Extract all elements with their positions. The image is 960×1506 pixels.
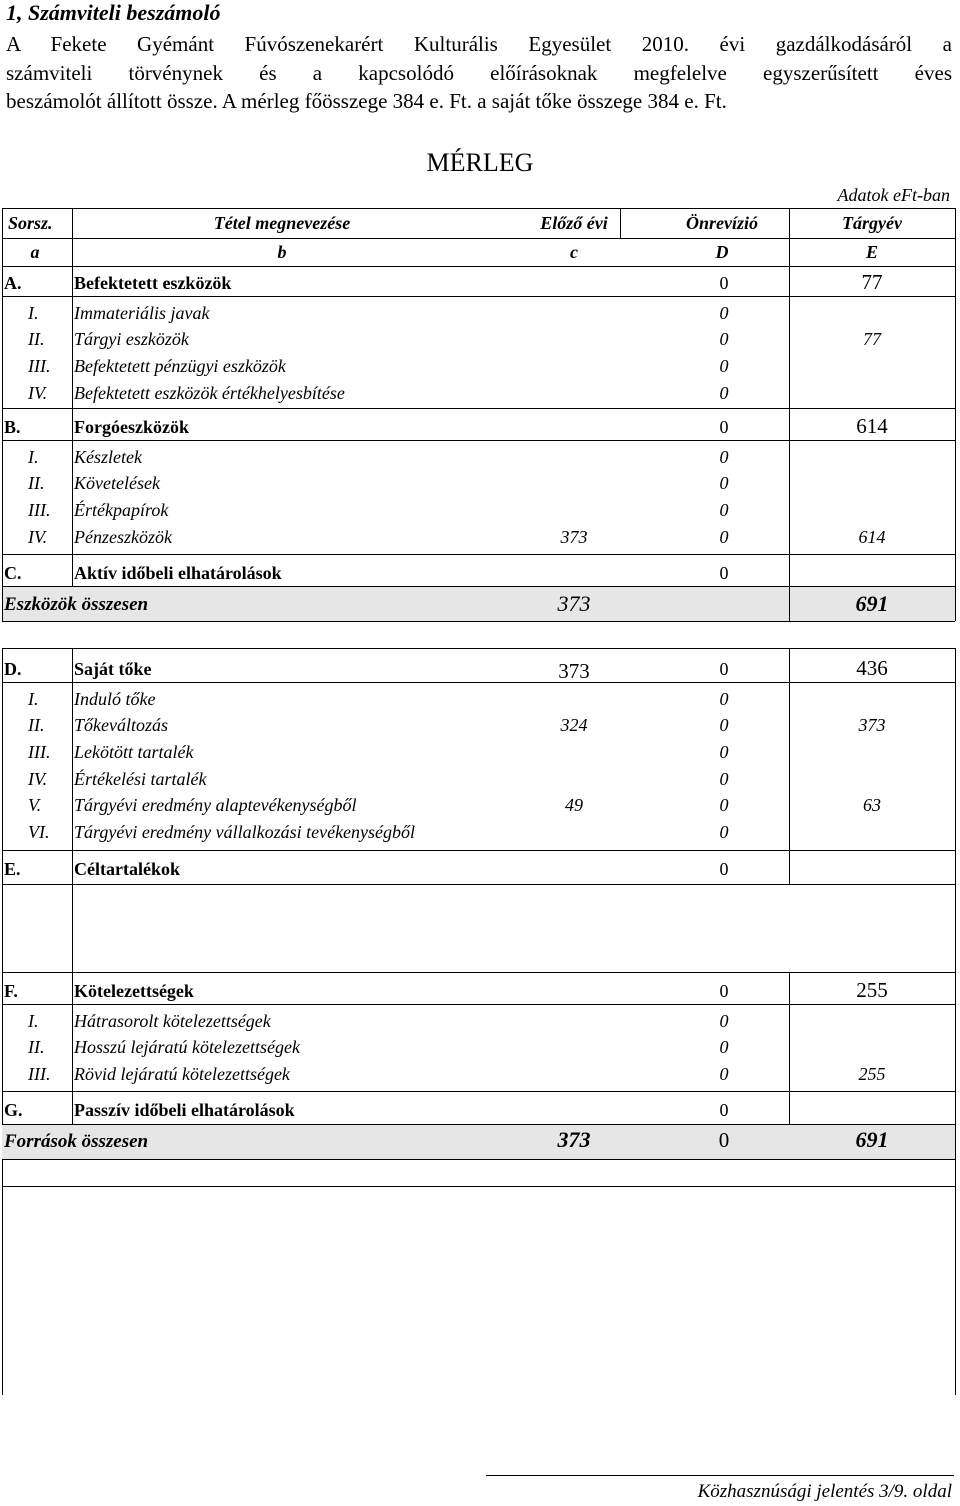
value-current: 614 [856, 414, 888, 438]
value-revision: 0 [719, 859, 729, 879]
row-label: Céltartalékok [74, 859, 180, 879]
table-column-rule [955, 208, 956, 621]
row-number: IV. [28, 769, 48, 789]
intro-line: számviteli törvénynek és a kapcsolódó előírásoknak megfelelve egyszerűsített éves [6, 60, 952, 85]
row-label: Tárgyi eszközök [74, 329, 189, 349]
header-elozo-evi: Előző évi [540, 213, 608, 233]
row-number: III. [28, 356, 51, 376]
value-revision: 0 [719, 1100, 729, 1120]
row-label: Kötelezettségek [74, 981, 194, 1001]
value-current: 255 [856, 978, 888, 1002]
value-current: 436 [856, 656, 888, 680]
value-revision: 0 [719, 273, 729, 293]
header-tetel: Tétel megnevezése [213, 213, 351, 233]
row-number: C. [4, 563, 22, 583]
table-rule [2, 408, 955, 409]
row-number: II. [28, 715, 45, 735]
value-current: 373 [858, 715, 886, 735]
row-number: II. [28, 473, 45, 493]
row-label: Saját tőke [74, 659, 152, 679]
header-letter: b [277, 242, 287, 262]
table-rule [2, 972, 955, 973]
value-revision: 0 [719, 447, 729, 467]
row-label: Forgóeszközök [74, 417, 189, 437]
header-sorsz: Sorsz. [8, 213, 53, 233]
table-column-rule [72, 648, 73, 1124]
value-prev: 49 [565, 795, 583, 815]
row-number: A. [4, 273, 22, 293]
value-revision: 0 [719, 1037, 729, 1057]
row-label: Immateriális javak [74, 303, 210, 323]
table-rule [2, 440, 955, 441]
table-rule [2, 1186, 955, 1187]
row-label: Értékpapírok [74, 500, 169, 520]
row-number: I. [28, 1011, 39, 1031]
value-revision: 0 [719, 742, 729, 762]
header-letter: E [865, 242, 878, 262]
value-revision: 0 [719, 1011, 729, 1031]
value-revision: 0 [719, 383, 729, 403]
table-rule [2, 850, 955, 851]
row-label: Befektetett pénzügyi eszközök [74, 356, 286, 376]
assets-total-label: Eszközök összesen [4, 594, 149, 615]
row-label: Készletek [74, 447, 142, 467]
row-label: Passzív időbeli elhatárolások [74, 1100, 295, 1120]
table-column-rule [789, 266, 790, 586]
row-number: D. [4, 659, 22, 679]
liabilities-total-revision: 0 [718, 1128, 730, 1152]
table-rule [2, 238, 955, 239]
value-current: 255 [858, 1064, 886, 1084]
table-column-rule [72, 266, 73, 586]
header-letter: D [715, 242, 729, 262]
row-label: Tárgyévi eredmény alaptevékenységből [74, 795, 357, 815]
table-rule [2, 1091, 955, 1092]
row-number: I. [28, 689, 39, 709]
table-rule [2, 648, 955, 649]
value-current: 614 [858, 527, 886, 547]
value-revision: 0 [719, 527, 729, 547]
row-label: Pénzeszközök [74, 527, 172, 547]
table-column-rule [789, 648, 790, 884]
value-revision: 0 [719, 417, 729, 437]
value-revision: 0 [719, 356, 729, 376]
value-current: 77 [863, 329, 881, 349]
value-prev: 373 [558, 659, 590, 683]
table-column-rule [789, 238, 790, 266]
liabilities-total-current: 691 [855, 1127, 889, 1152]
row-label: Tőkeváltozás [74, 715, 168, 735]
assets-total-current: 691 [855, 591, 889, 616]
header-letter: c [570, 242, 578, 262]
row-number: III. [28, 1064, 51, 1084]
row-label: Rövid lejáratú kötelezettségek [74, 1064, 290, 1084]
row-number: II. [28, 329, 45, 349]
table-rule [2, 682, 955, 683]
table-rule [2, 884, 955, 885]
header-letter: a [30, 242, 40, 262]
intro-paragraph [6, 30, 952, 116]
table-rule [2, 266, 955, 267]
table-column-rule [72, 208, 73, 266]
value-revision: 0 [719, 659, 729, 679]
row-number: I. [28, 303, 39, 323]
row-number: II. [28, 1037, 45, 1057]
value-revision: 0 [719, 563, 729, 583]
row-number: IV. [28, 383, 48, 403]
header-onrevizio: Önrevízió [686, 213, 758, 233]
row-number: III. [28, 500, 51, 520]
value-revision: 0 [719, 769, 729, 789]
row-label: Hosszú lejáratú kötelezettségek [74, 1037, 300, 1057]
value-current: 63 [863, 795, 881, 815]
row-number: V. [28, 795, 42, 815]
unit-note: Adatok eFt-ban [837, 185, 950, 205]
value-current: 77 [861, 270, 883, 294]
table-column-rule [955, 648, 956, 1395]
value-revision: 0 [719, 981, 729, 1001]
row-label: Befektetett eszközök értékhelyesbítése [74, 383, 345, 403]
value-prev: 324 [560, 715, 588, 735]
intro-line: beszámolót állított össze. A mérleg főösszege 384 e. Ft. a saját tőke összege 384 e. Ft. [6, 89, 727, 114]
value-revision: 0 [719, 473, 729, 493]
table-rule [2, 554, 955, 555]
value-prev: 373 [560, 527, 588, 547]
row-number: IV. [28, 527, 48, 547]
table-column-rule [789, 586, 790, 621]
table-rule [2, 296, 955, 297]
row-number: B. [4, 417, 21, 437]
value-revision: 0 [719, 689, 729, 709]
table-rule [2, 621, 955, 622]
footer-rule [486, 1475, 954, 1476]
row-label: Induló tőke [74, 689, 156, 709]
table-column-rule [2, 648, 3, 1395]
row-number: I. [28, 447, 39, 467]
table-rule [2, 208, 955, 209]
table-column-rule [620, 208, 621, 238]
row-label: Értékelési tartalék [74, 769, 207, 789]
value-revision: 0 [719, 1064, 729, 1084]
table-column-rule [789, 208, 790, 238]
row-number: VI. [28, 822, 50, 842]
row-label: Befektetett eszközök [74, 273, 232, 293]
balance-sheet-title: MÉRLEG [426, 148, 534, 177]
section-title: 1, Számviteli beszámoló [6, 0, 221, 25]
row-label: Követelések [74, 473, 160, 493]
table-rule [2, 1004, 955, 1005]
value-revision: 0 [719, 822, 729, 842]
value-revision: 0 [719, 500, 729, 520]
row-number: G. [4, 1100, 23, 1120]
table-column-rule [2, 208, 3, 621]
header-targyev: Tárgyév [842, 213, 902, 233]
row-label: Hátrasorolt kötelezettségek [74, 1011, 271, 1031]
row-number: E. [4, 859, 21, 879]
table-column-rule [789, 972, 790, 1124]
row-number: III. [28, 742, 51, 762]
intro-line: A Fekete Gyémánt Fúvószenekarért Kulturális Egyesület 2010. évi gazdálkodásáról a [6, 32, 952, 56]
table-rule [2, 1159, 955, 1160]
liabilities-total-prev: 373 [557, 1127, 591, 1152]
value-revision: 0 [719, 303, 729, 323]
row-number: F. [4, 981, 18, 1001]
assets-total-prev: 373 [557, 591, 591, 616]
row-label: Aktív időbeli elhatárolások [74, 563, 282, 583]
value-revision: 0 [719, 329, 729, 349]
value-revision: 0 [719, 795, 729, 815]
liabilities-total-label: Források összesen [4, 1131, 149, 1152]
row-label: Tárgyévi eredmény vállalkozási tevékenységből [74, 822, 416, 842]
row-label: Lekötött tartalék [74, 742, 194, 762]
value-revision: 0 [719, 715, 729, 735]
page-footer: Közhasznúsági jelentés 3/9. oldal [697, 1481, 952, 1502]
